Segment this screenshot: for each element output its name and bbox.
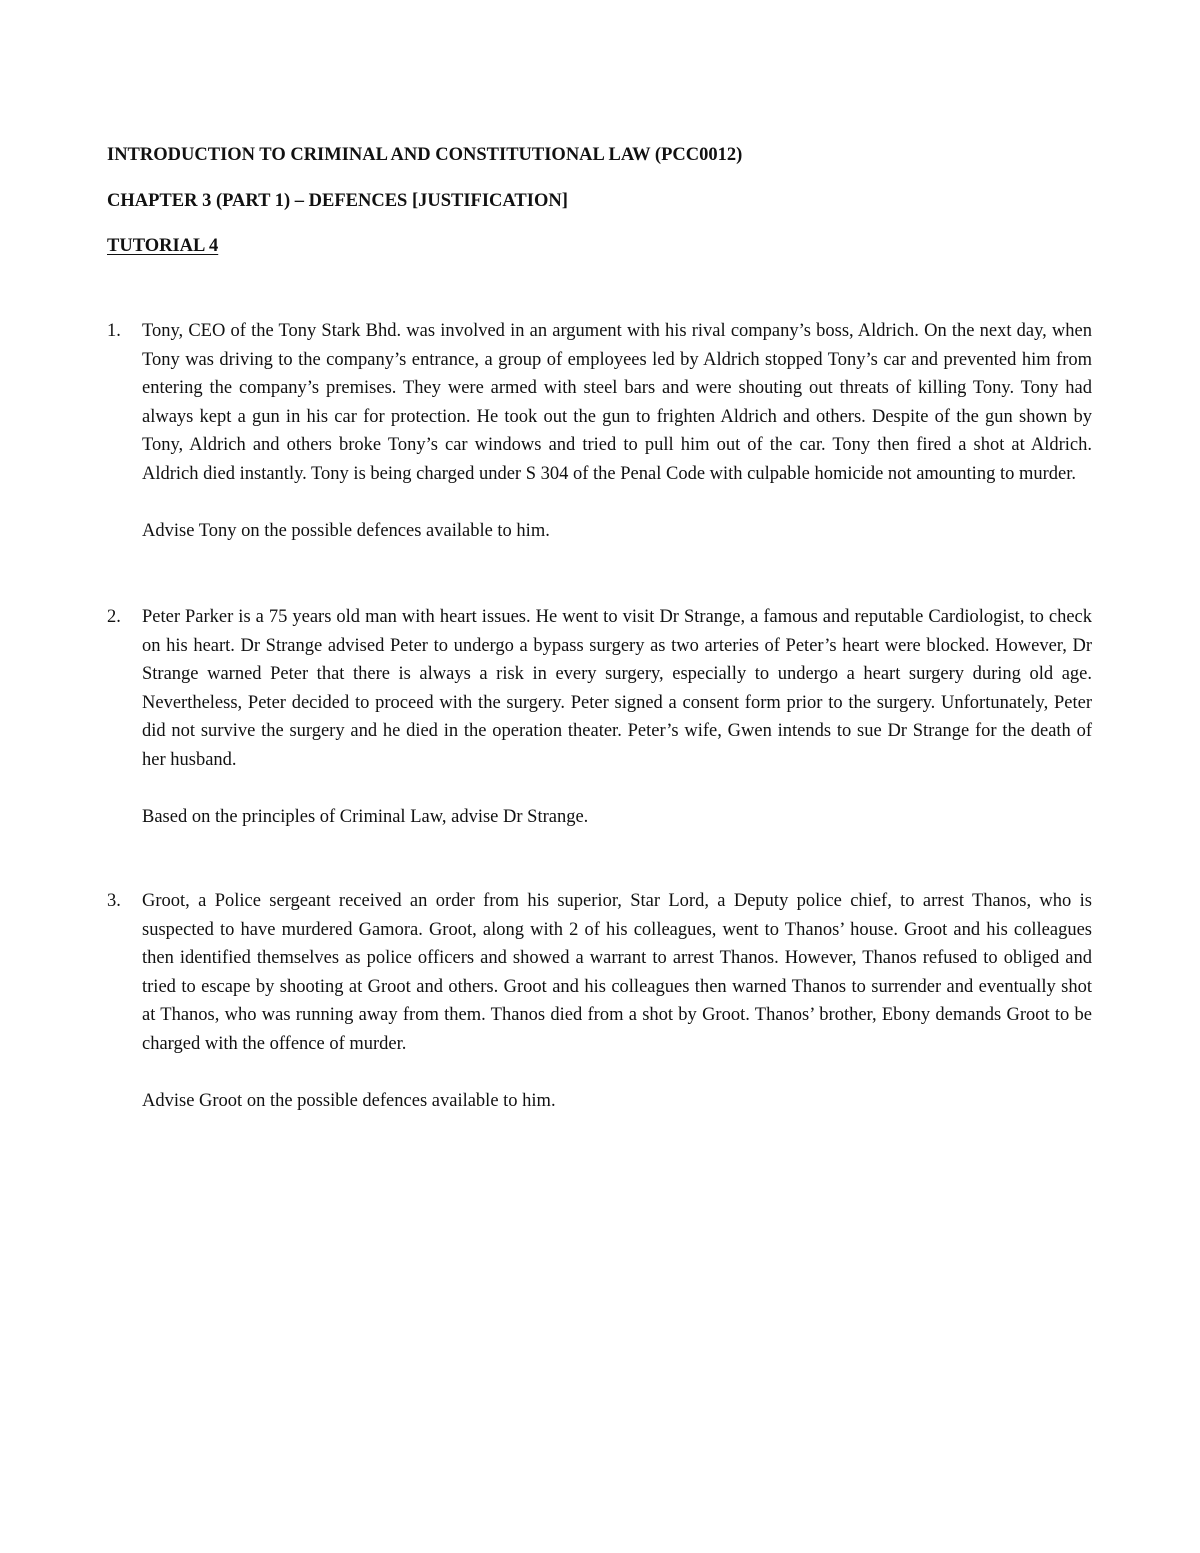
question-text: Tony, CEO of the Tony Stark Bhd. was involved in an argument with his rival company’s boss, Aldrich. On the next day, when Tony was driving to the company’s entrance, a group of employees led by Aldrich stopped Tony’s car and prevented him from entering the company’s premises. They were armed with steel bars and were shouting out threats of killing Tony. Tony had always kept a gun in his car for protection. He took out the gun to frighten Aldrich and others. Despite of the gun shown by Tony, Aldrich and others broke Tony’s car windows and tried to pull him out of the car. Tony then fired a shot at Aldrich. Aldrich died instantly. Tony is being charged under S 304 of the Penal Code with culpable homicide not amounting to murder. xyxy=(142,321,1092,484)
tutorial-title: TUTORIAL 4 xyxy=(107,236,219,256)
question-instruction: Advise Tony on the possible defences available to him. xyxy=(142,520,550,541)
question-text: Groot, a Police sergeant received an order from his superior, Star Lord, a Deputy police chief, to arrest Thanos, who is suspected to have murdered Gamora. Groot, along with 2 of his colleagues, went to Thanos’ house. Groot and his colleagues then identified themselves as police officers and showed a warrant to arrest Thanos. However, Thanos refused to obliged and tried to escape by shooting at Groot and others. Groot and his colleagues then warned Thanos to surrender and eventually shot at Thanos, who was running away from them. Thanos died from a shot by Groot. Thanos’ brother, Ebony demands Groot to be charged with the offence of murder. xyxy=(142,891,1092,1054)
question-instruction: Advise Groot on the possible defences available to him. xyxy=(142,1090,556,1111)
chapter-title: CHAPTER 3 (PART 1) – DEFENCES [JUSTIFICATION] xyxy=(107,191,568,211)
question-number: 2. xyxy=(107,607,121,627)
question-text: Peter Parker is a 75 years old man with heart issues. He went to visit Dr Strange, a famous and reputable Cardiologist, to check on his heart. Dr Strange advised Peter to undergo a bypass surgery as two arteries of Peter’s heart were blocked. However, Dr Strange warned Peter that there is always a risk in every surgery, especially to undergo a heart surgery during old age. Nevertheless, Peter decided to proceed with the surgery. Peter signed a consent form prior to the surgery. Unfortunately, Peter did not survive the surgery and he died in the operation theater. Peter’s wife, Gwen intends to sue Dr Strange for the death of her husband. xyxy=(142,607,1092,770)
question-number: 3. xyxy=(107,891,121,911)
question-2 xyxy=(107,603,1092,831)
question-instruction: Based on the principles of Criminal Law, advise Dr Strange. xyxy=(142,806,589,827)
question-1 xyxy=(107,317,1092,545)
question-3 xyxy=(107,887,1092,1115)
question-number: 1. xyxy=(107,321,121,341)
course-title: INTRODUCTION TO CRIMINAL AND CONSTITUTIONAL LAW (PCC0012) xyxy=(107,145,743,165)
